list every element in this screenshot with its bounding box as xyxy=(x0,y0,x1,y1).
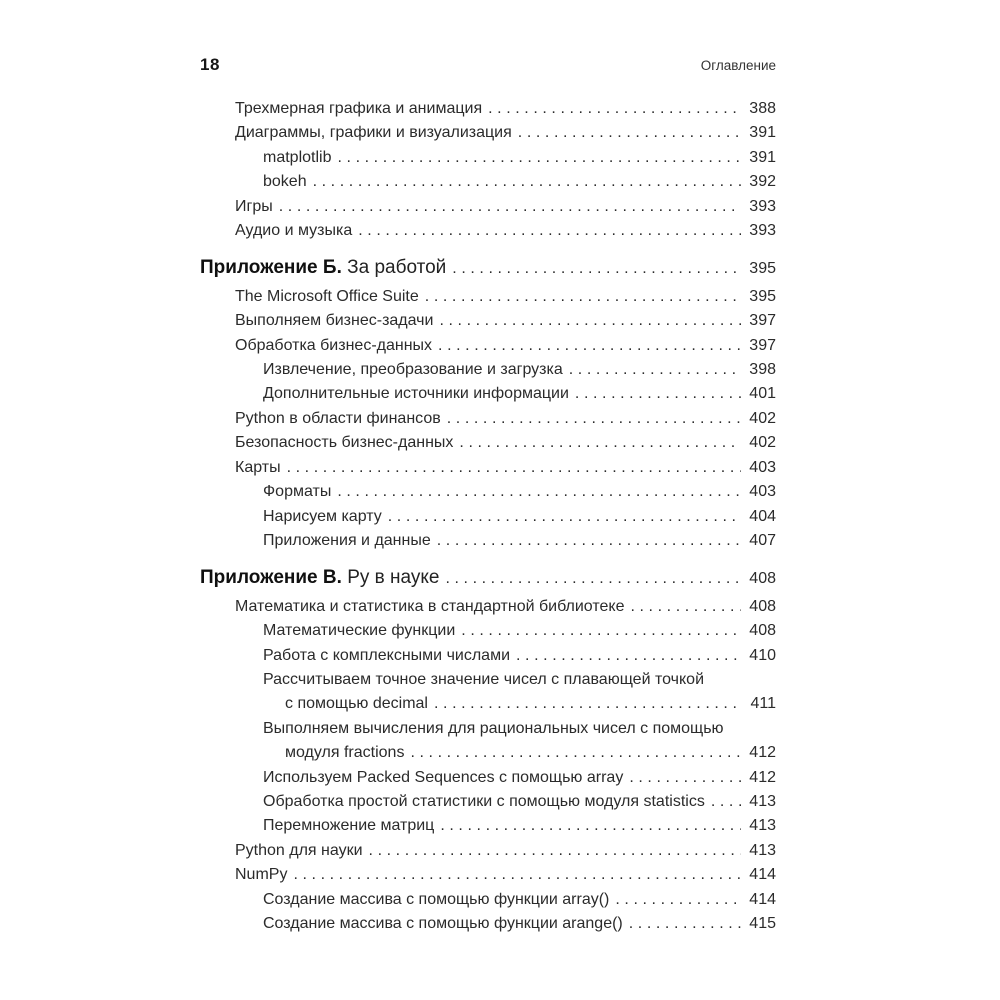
toc-entry-title: bokeh xyxy=(263,173,307,191)
dot-leader xyxy=(461,619,741,643)
toc-entry-title: Рассчитываем точное значение чисел с плавающей точкой xyxy=(263,670,704,688)
dot-leader xyxy=(369,839,741,863)
toc-entry-title: Выполняем вычисления для рациональных чисел с помощью xyxy=(263,719,724,737)
toc-entry xyxy=(200,97,776,121)
dot-leader xyxy=(630,595,741,619)
toc-entry-title: Выполняем бизнес-задачи xyxy=(235,312,434,330)
toc-entry-page: 407 xyxy=(749,531,776,549)
toc-entry-page: 397 xyxy=(749,312,776,330)
toc-entry-page: 415 xyxy=(749,915,776,932)
toc-entry-title: The Microsoft Office Suite xyxy=(235,287,419,305)
toc-entry-title: Нарисуем карту xyxy=(263,507,382,525)
toc-entry-page: 388 xyxy=(749,100,776,117)
toc-entry xyxy=(200,839,776,863)
toc-entry xyxy=(200,595,776,619)
dot-leader xyxy=(337,146,741,170)
dot-leader xyxy=(445,567,741,591)
toc-entry-title: Обработка бизнес-данных xyxy=(235,336,433,354)
toc-entry xyxy=(200,407,776,431)
toc-entry xyxy=(200,668,776,717)
toc-entry xyxy=(200,285,776,309)
appendix-label: Приложение В. xyxy=(200,567,348,589)
toc-entry xyxy=(200,717,776,766)
toc-entry xyxy=(200,170,776,194)
toc-entry xyxy=(200,382,776,406)
dot-leader xyxy=(287,456,741,480)
dot-leader xyxy=(337,480,741,504)
toc-entry xyxy=(200,619,776,643)
toc-entry xyxy=(200,505,776,529)
dot-leader xyxy=(388,505,741,529)
toc-list xyxy=(200,97,776,936)
dot-leader xyxy=(447,407,741,431)
toc-entry xyxy=(200,309,776,333)
toc-entry-page: 408 xyxy=(749,622,776,640)
dot-leader xyxy=(516,644,741,668)
toc-appendix-heading xyxy=(200,256,776,281)
running-title: Оглавление xyxy=(700,58,776,73)
toc-entry-page: 414 xyxy=(749,866,776,884)
toc-entry-page: 393 xyxy=(749,197,776,215)
toc-entry-page: 412 xyxy=(749,768,776,786)
toc-entry-page: 404 xyxy=(749,507,776,525)
toc-entry-page: 398 xyxy=(749,361,776,379)
toc-entry xyxy=(200,912,776,936)
toc-entry xyxy=(200,219,776,243)
toc-entry xyxy=(200,334,776,358)
dot-leader xyxy=(313,170,741,194)
dot-leader xyxy=(440,814,741,838)
toc-entry-page: 393 xyxy=(749,222,776,240)
running-head xyxy=(200,55,776,75)
toc-entry-page: 411 xyxy=(750,695,776,713)
toc-entry-page: 412 xyxy=(749,744,776,762)
toc-entry-title: Игры xyxy=(235,197,273,215)
toc-entry-title-continuation: модуля fractions xyxy=(285,744,405,762)
toc-entry-title: Python для науки xyxy=(235,841,363,859)
toc-entry-page: 408 xyxy=(749,570,776,588)
toc-entry xyxy=(200,766,776,790)
dot-leader xyxy=(434,692,741,716)
toc-entry-page: 392 xyxy=(749,173,776,191)
toc-entry-title: Обработка простой статистики с помощью модуля statistics xyxy=(263,792,705,810)
toc-entry-page: 403 xyxy=(749,483,776,501)
toc-entry xyxy=(200,644,776,668)
toc-entry-title: Диаграммы, графики и визуализация xyxy=(235,124,512,142)
dot-leader xyxy=(439,309,741,333)
toc-entry xyxy=(200,814,776,838)
dot-leader xyxy=(425,285,741,309)
toc-entry-title: Карты xyxy=(235,458,281,476)
toc-entry xyxy=(200,790,776,814)
toc-entry-title: Форматы xyxy=(263,483,332,501)
toc-entry-page: 414 xyxy=(749,890,776,908)
toc-entry-title: Математические функции xyxy=(263,622,456,640)
toc-entry xyxy=(200,863,776,887)
dot-leader xyxy=(518,121,741,145)
toc-entry xyxy=(200,431,776,455)
toc-entry-page: 395 xyxy=(749,260,776,278)
toc-entry-title: Извлечение, преобразование и загрузка xyxy=(263,361,563,379)
toc-entry-line2 xyxy=(263,692,776,716)
toc-entry-page: 413 xyxy=(749,841,776,859)
toc-entry-page: 402 xyxy=(749,409,776,427)
dot-leader xyxy=(575,382,741,406)
toc-entry-title: Работа с комплексными числами xyxy=(263,646,511,664)
toc-entry-line1 xyxy=(263,717,776,741)
appendix-title: За работой xyxy=(347,257,447,279)
toc-entry-title: Перемножение матриц xyxy=(263,817,435,835)
toc-entry-title: Используем Packed Sequences с помощью array xyxy=(263,768,624,786)
toc-entry-title: Трехмерная графика и анимация xyxy=(235,100,483,117)
toc-entry-page: 402 xyxy=(749,434,776,452)
dot-leader xyxy=(488,97,741,121)
toc-entry-title-continuation: с помощью decimal xyxy=(285,695,428,713)
toc-entry xyxy=(200,121,776,145)
toc-entry-title: Создание массива с помощью функции arange() xyxy=(263,915,623,932)
toc-entry xyxy=(200,480,776,504)
dot-leader xyxy=(279,195,741,219)
toc-entry xyxy=(200,195,776,219)
appendix-title: Py в науке xyxy=(347,567,440,589)
toc-entry-title: NumPy xyxy=(235,866,288,884)
toc-entry-page: 397 xyxy=(749,336,776,354)
dot-leader xyxy=(711,790,741,814)
appendix-label: Приложение Б. xyxy=(200,257,348,279)
toc-entry xyxy=(200,529,776,553)
toc-entry-page: 391 xyxy=(749,148,776,166)
toc-entry-page: 401 xyxy=(749,385,776,403)
toc-entry-title: Python в области финансов xyxy=(235,409,441,427)
dot-leader xyxy=(615,888,741,912)
toc-entry xyxy=(200,358,776,382)
folio-page-number: 18 xyxy=(200,55,220,74)
appendix-heading-text xyxy=(200,566,439,590)
toc-entry-line1 xyxy=(263,668,776,692)
toc-entry-page: 391 xyxy=(749,124,776,142)
dot-leader xyxy=(452,257,741,281)
dot-leader xyxy=(629,912,741,936)
dot-leader xyxy=(293,863,741,887)
dot-leader xyxy=(437,529,741,553)
toc-appendix-heading xyxy=(200,566,776,591)
appendix-heading-text xyxy=(200,256,446,280)
toc-entry-title: Создание массива с помощью функции array() xyxy=(263,890,610,908)
dot-leader xyxy=(629,766,741,790)
dot-leader xyxy=(459,431,741,455)
toc-entry-line2 xyxy=(263,741,776,765)
toc-entry-page: 395 xyxy=(749,287,776,305)
dot-leader xyxy=(438,334,741,358)
dot-leader xyxy=(569,358,741,382)
toc-entry-page: 413 xyxy=(749,792,776,810)
toc-entry-title: Математика и статистика в стандартной библиотеке xyxy=(235,597,625,615)
toc-entry-page: 410 xyxy=(749,646,776,664)
toc-entry-title: matplotlib xyxy=(263,148,332,166)
dot-leader xyxy=(358,219,741,243)
toc-entry-title: Аудио и музыка xyxy=(235,222,353,240)
toc-entry xyxy=(200,456,776,480)
toc-entry-title: Безопасность бизнес-данных xyxy=(235,434,454,452)
toc-entry xyxy=(200,146,776,170)
toc-entry xyxy=(200,888,776,912)
toc-entry-page: 408 xyxy=(749,597,776,615)
toc-entry-page: 403 xyxy=(749,458,776,476)
toc-entry-page: 413 xyxy=(749,817,776,835)
dot-leader xyxy=(410,741,741,765)
toc-entry-title: Приложения и данные xyxy=(263,531,431,549)
toc-entry-title: Дополнительные источники информации xyxy=(263,385,569,403)
